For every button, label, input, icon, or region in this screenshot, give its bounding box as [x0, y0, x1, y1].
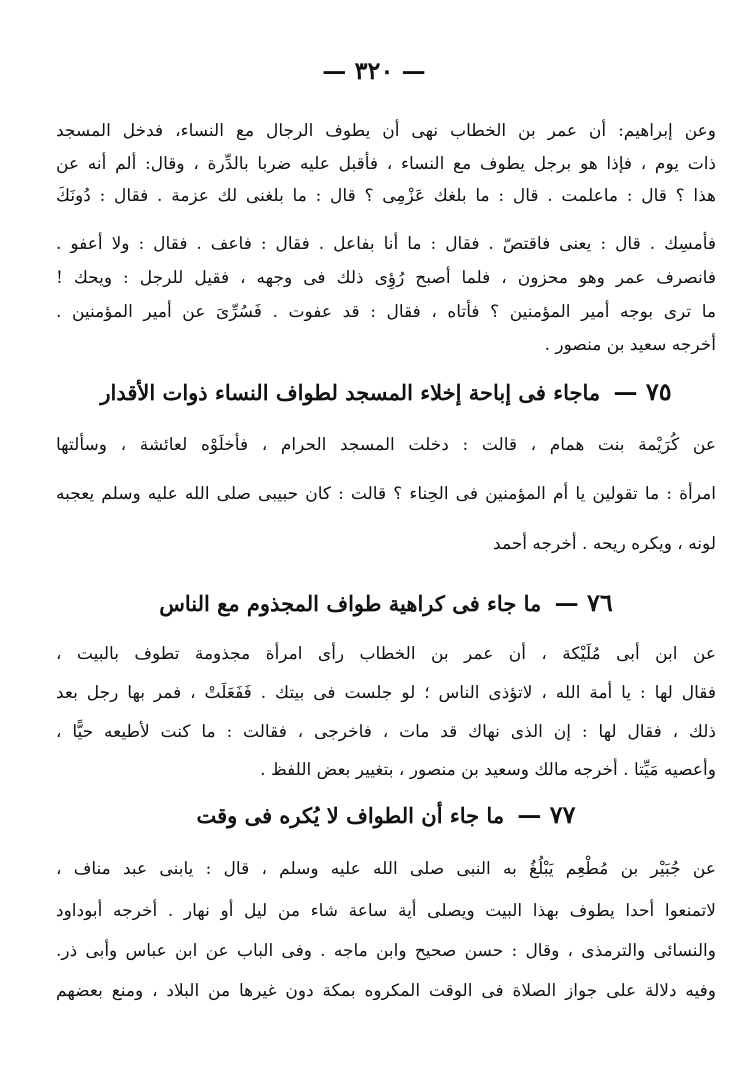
paragraph-line: ذات يوم ، فإذا هو برجل يطوف مع النساء ، فأقبل عليه ضربا بالدِّرة ، وقال: ألم أنه عن	[56, 154, 716, 174]
paragraph-line: فانصرف عمر وهو محزون ، فلما أصبح رُؤِى ذلك فى وجهه ، فقيل للرجل : ويحك !	[56, 268, 716, 288]
section-heading-76	[56, 586, 716, 621]
paragraph-line: فقال لها : يا أمة الله ، لاتؤذى الناس ؛ لو جلست فى بيتك . فَفَعَلَتْ ، فمر بها رجل بعد	[56, 683, 716, 703]
paragraph-line: ذلك ، فقال لها : إن الذى نهاك قد مات ، فاخرجى ، فقالت : ما كنت لأطيعه حيًّا ،	[56, 722, 716, 742]
paragraph-line: عن جُبَيْر بن مُطْعِم يَبْلُغُ به النبى صلى الله عليه وسلم ، قال : يابنى عبد مناف ،	[56, 859, 716, 879]
paragraph-line: فأمسِك . قال : يعنى فاقتصّ . فقال : ما أنا بفاعل . فقال : فاعف . فقال : ولا أعفو .	[56, 234, 716, 254]
paragraph-line: لونه ، ويكره ريحه . أخرجه أحمد	[493, 534, 716, 554]
paragraph-line: لاتمنعوا أحدا يطوف بهذا البيت ويصلى أية ساعة شاء من ليل أو نهار . أخرجه أبوداود	[56, 901, 716, 921]
paragraph-line: هذا ؟ قال : ماعلمت . قال : ما بلغك عَزْمِى ؟ قال : ما بلغنى لك عزمة . فقال : دُونَكَ	[56, 186, 716, 206]
paragraph-line: عن ابن أبى مُلَيْكة ، أن عمر بن الخطاب رأى امرأة مجذومة تطوف بالبيت ،	[56, 644, 716, 664]
paragraph-line: وعن إبراهيم: أن عمر بن الخطاب نهى أن يطوف الرجال مع النساء، فدخل المسجد	[56, 121, 716, 141]
paragraph-line: ما ترى بوجه أمير المؤمنين ؟ فأتاه ، فقال : قد عفوت . فَسُرِّىَ عن أمير المؤمنين .	[56, 302, 716, 322]
paragraph-line: وأعصيه مَيِّتا . أخرجه مالك وسعيد بن منصور ، بتغيير بعض اللفظ .	[260, 760, 716, 780]
section-heading-75	[56, 375, 716, 410]
section-title: ما جاء أن الطواف لا يُكره فى وقت	[196, 803, 505, 828]
paragraph-line: وفيه دلالة على جواز الصلاة فى الوقت المكروه بمكة دون غيرها من البلاد ، ومنع بعضهم	[56, 981, 716, 1001]
section-number: ٧٦ —	[554, 588, 613, 617]
section-title: ماجاء فى إباحة إخلاء المسجد لطواف النساء ذوات الأقدار	[100, 380, 601, 405]
paragraph-line: امرأة : ما تقولين يا أم المؤمنين فى الحِناء ؟ قالت : كان حبيبى صلى الله عليه وسلم يعجبه	[56, 484, 716, 504]
section-heading-77	[56, 798, 716, 833]
section-number: ٧٧ —	[517, 800, 576, 829]
page-number: — ٣٢٠ —	[322, 56, 426, 85]
section-title: ما جاء فى كراهية طواف المجذوم مع الناس	[159, 591, 542, 616]
paragraph-line: عن كُرَيْمة بنت همام ، قالت : دخلت المسجد الحرام ، فأخلَوْه لعائشة ، وسألتها	[56, 435, 716, 455]
paragraph-line: والنسائى والترمذى ، وقال : حسن صحيح وابن ماجه . وفى الباب عن ابن عباس وأبى ذر.	[56, 941, 716, 961]
section-number: ٧٥ —	[613, 377, 672, 406]
paragraph-line: أخرجه سعيد بن منصور .	[544, 335, 716, 355]
